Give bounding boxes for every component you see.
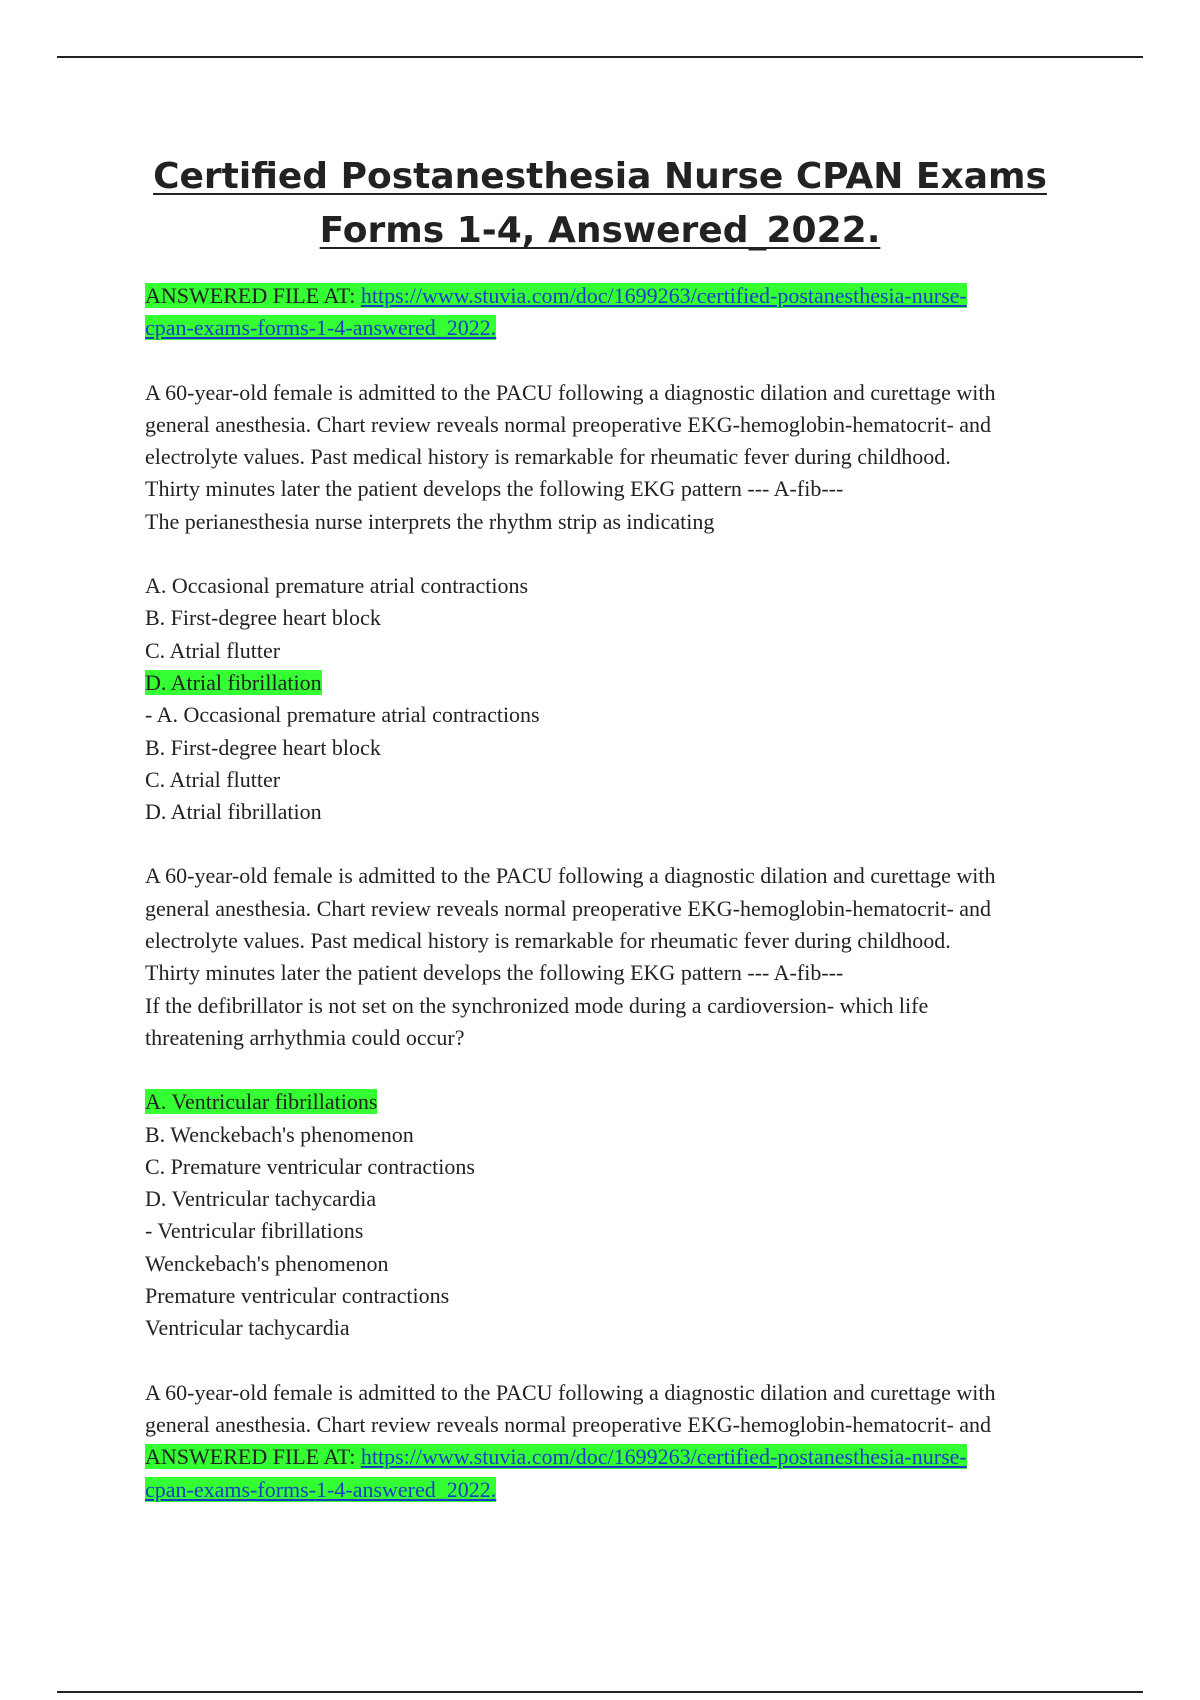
answered-file-banner-bottom [145, 1441, 1105, 1506]
q3-stem-line: A 60-year-old female is admitted to the PACU following a diagnostic dilation and curettage with [145, 1379, 996, 1405]
question-3 [145, 1377, 1105, 1442]
q1-stem-line: electrolyte values. Past medical history is remarkable for rheumatic fever during childhood. [145, 444, 951, 470]
q2-answer-line: Ventricular tachycardia [145, 1315, 350, 1341]
q2-stem-line: If the defibrillator is not set on the synchronized mode during a cardioversion- which life [145, 992, 929, 1018]
q1-stem-line: Thirty minutes later the patient develops the following EKG pattern --- A-fib--- [145, 476, 844, 502]
q2-stem-line: threatening arrhythmia could occur? [145, 1024, 465, 1050]
q1-stem-line: The perianesthesia nurse interprets the rhythm strip as indicating [145, 508, 715, 534]
q1-option-b: B. First-degree heart block [145, 605, 381, 631]
q2-stem-line: Thirty minutes later the patient develops the following EKG pattern --- A-fib--- [145, 960, 844, 986]
q2-option-a-correct: A. Ventricular fibrillations [145, 1089, 378, 1115]
document-title [120, 150, 1080, 258]
q2-option-c: C. Premature ventricular contractions [145, 1153, 475, 1179]
question-2 [145, 860, 1105, 1344]
q3-stem-line: general anesthesia. Chart review reveals normal preoperative EKG-hemoglobin-hematocrit- and [145, 1411, 992, 1437]
q1-option-d-correct: D. Atrial fibrillation [145, 669, 322, 695]
q1-answer-line: C. Atrial flutter [145, 766, 281, 792]
q2-option-b: B. Wenckebach's phenomenon [145, 1121, 414, 1147]
answered-file-banner-top [145, 280, 1105, 345]
q1-option-c: C. Atrial flutter [145, 637, 281, 663]
banner-link-line-1[interactable]: https://www.stuvia.com/doc/1699263/certified-postanesthesia-nurse- [360, 1444, 967, 1470]
banner-link-line-2[interactable]: cpan-exams-forms-1-4-answered_2022. [145, 315, 497, 341]
q2-answer-line: Premature ventricular contractions [145, 1283, 450, 1309]
title-line-1: Certified Postanesthesia Nurse CPAN Exams [153, 156, 1047, 197]
question-1 [145, 377, 1105, 829]
q2-option-d: D. Ventricular tachycardia [145, 1186, 377, 1212]
q1-answer-line: - A. Occasional premature atrial contractions [145, 702, 540, 728]
q1-stem-line: A 60-year-old female is admitted to the PACU following a diagnostic dilation and curettage with [145, 379, 996, 405]
q1-answer-line: D. Atrial fibrillation [145, 799, 322, 825]
q2-stem-line: general anesthesia. Chart review reveals normal preoperative EKG-hemoglobin-hematocrit- and [145, 895, 992, 921]
banner-label: ANSWERED FILE AT: [145, 283, 361, 308]
banner-label: ANSWERED FILE AT: [145, 1444, 361, 1470]
footer-rule [57, 1691, 1143, 1693]
q2-stem-line: A 60-year-old female is admitted to the PACU following a diagnostic dilation and curettage with [145, 863, 996, 889]
q2-answer-line: Wenckebach's phenomenon [145, 1250, 389, 1276]
banner-link-line-1[interactable]: https://www.stuvia.com/doc/1699263/certified-postanesthesia-nurse- [360, 283, 967, 308]
header-rule [57, 56, 1143, 58]
q2-answer-line: - Ventricular fibrillations [145, 1218, 364, 1244]
title-line-2: Forms 1-4, Answered_2022. [319, 210, 881, 251]
q1-answer-line: B. First-degree heart block [145, 734, 381, 760]
banner-link-line-2[interactable]: cpan-exams-forms-1-4-answered_2022. [145, 1476, 497, 1502]
document-body [145, 280, 1105, 1506]
q1-stem-line: general anesthesia. Chart review reveals normal preoperative EKG-hemoglobin-hematocrit- and [145, 411, 992, 437]
q2-stem-line: electrolyte values. Past medical history is remarkable for rheumatic fever during childhood. [145, 928, 951, 954]
q1-option-a: A. Occasional premature atrial contractions [145, 573, 529, 599]
